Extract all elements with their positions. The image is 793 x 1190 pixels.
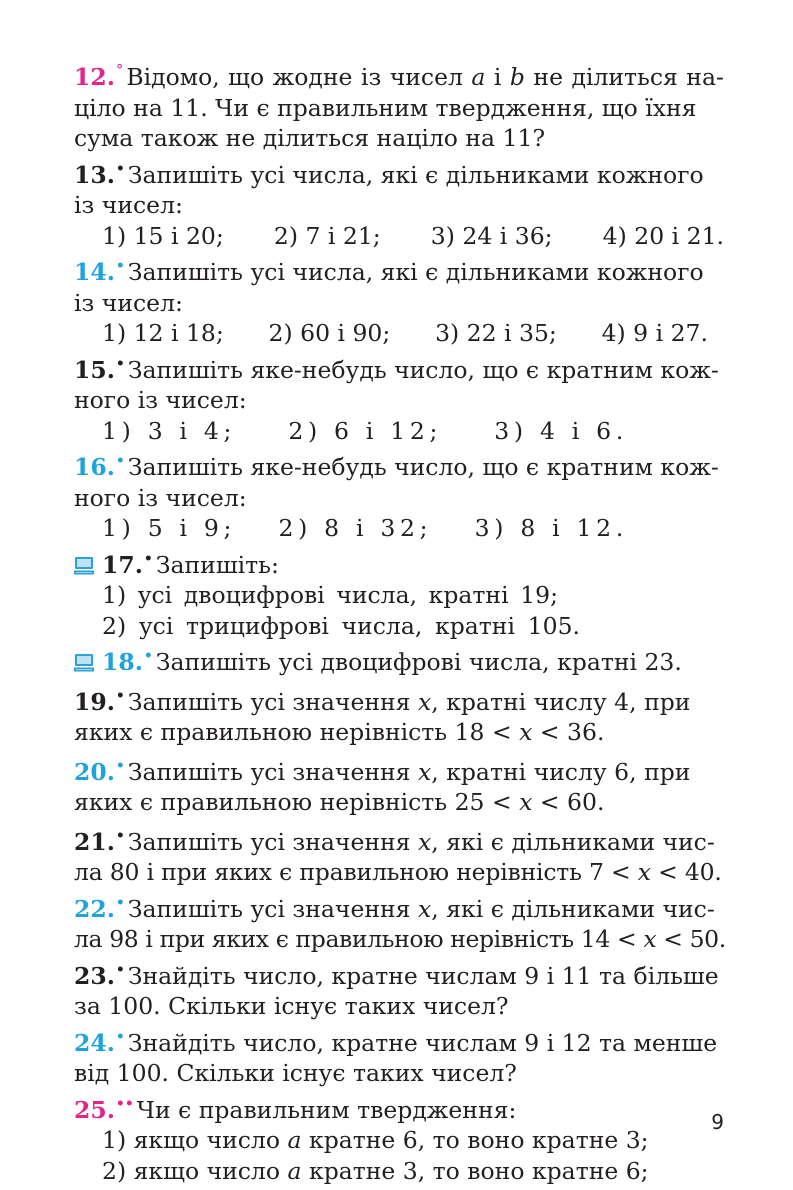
exercise-22: 22.• Запишіть усі значення x, які є дільниками чис- ла 98 і при яких є правильною нерівність 14 < x < 50. bbox=[74, 894, 726, 953]
option: 2) 8 і 32; bbox=[278, 514, 433, 542]
difficulty-mark: • bbox=[143, 550, 153, 567]
exercise-number: 18. bbox=[102, 648, 143, 676]
exercise-text-line: Запишіть яке-небудь число, що є кратним кож- bbox=[127, 355, 719, 384]
exercise-text-line: ного із чисел: bbox=[74, 483, 247, 512]
variable: b bbox=[509, 63, 525, 91]
subitem: 2) якщо число a кратне 3, то воно кратне 6; bbox=[102, 1156, 649, 1185]
exercise-number: 25. bbox=[74, 1095, 115, 1124]
exercise-13 bbox=[74, 154, 724, 252]
option: 3) 4 і 6. bbox=[494, 416, 628, 445]
option: 4) 9 і 27. bbox=[601, 319, 708, 347]
exercise-text-line: Запишіть: bbox=[155, 550, 279, 579]
exercise-text-line: із чисел: bbox=[74, 288, 183, 317]
page-number: 9 bbox=[711, 1110, 724, 1134]
difficulty-mark: • bbox=[115, 757, 125, 774]
answer-options bbox=[74, 318, 724, 349]
option: 4) 20 і 21. bbox=[602, 221, 724, 250]
option: 3) 8 і 12. bbox=[474, 514, 628, 542]
answer-options bbox=[74, 513, 724, 544]
option: 1) 12 і 18; bbox=[102, 319, 224, 347]
exercise-19: 19.• Запишіть усі значення x, кратні числу 4, при яких є правильною нерівність 18 < x < 36. bbox=[74, 687, 691, 746]
variable: x bbox=[418, 757, 432, 786]
computer-icon bbox=[74, 653, 94, 672]
variable: x bbox=[637, 858, 651, 886]
difficulty-mark: • bbox=[115, 258, 125, 274]
exercise-text-line: із чисел: bbox=[74, 191, 183, 219]
exercise-14 bbox=[74, 251, 724, 349]
exercise-first-line: 12.° Відомо, що жодне із чисел a і b не ділиться на- bbox=[74, 61, 724, 91]
exercise-number: 16. bbox=[74, 453, 115, 481]
exercise-text-line: Знайдіть число, кратне числам 9 і 11 та більше bbox=[127, 961, 719, 990]
variable: x bbox=[418, 687, 432, 716]
exercise-number: 15. bbox=[74, 355, 115, 384]
variable: a bbox=[471, 63, 486, 91]
option: 1) 15 і 20; bbox=[102, 221, 224, 250]
exercise-text-line: Запишіть усі числа, які є дільниками кожного bbox=[127, 258, 704, 286]
exercise-number: 22. bbox=[74, 894, 115, 923]
subitem: 1) якщо число a кратне 6, то воно кратне 3; bbox=[102, 1126, 649, 1154]
exercise-number: 24. bbox=[74, 1028, 115, 1057]
exercise-17 bbox=[74, 544, 724, 642]
difficulty-mark: •• bbox=[115, 1095, 134, 1112]
exercise-23 bbox=[74, 955, 724, 1022]
exercise-number: 12. bbox=[74, 63, 115, 91]
exercise-text-line: сума також не ділиться націло на 11? bbox=[74, 124, 546, 152]
exercise-text-line: Запишіть яке-небудь число, що є кратним кож- bbox=[127, 453, 719, 481]
exercise-text-line: Запишіть усі числа, які є дільниками кожного bbox=[127, 160, 704, 189]
exercise-list bbox=[74, 55, 724, 1186]
variable: x bbox=[519, 718, 533, 746]
computer-icon bbox=[74, 556, 94, 575]
option: 2) 7 і 21; bbox=[273, 221, 381, 250]
variable: x bbox=[418, 827, 432, 856]
difficulty-mark: • bbox=[143, 648, 153, 664]
variable: a bbox=[287, 1156, 302, 1185]
exercise-number: 20. bbox=[74, 757, 115, 786]
exercise-15 bbox=[74, 349, 724, 447]
variable: x bbox=[418, 894, 432, 923]
variable: x bbox=[643, 925, 657, 953]
exercise-number: 19. bbox=[74, 687, 115, 716]
exercise-text-line: Запишіть усі двоцифрові числа, кратні 23. bbox=[155, 648, 682, 676]
variable: x bbox=[519, 788, 533, 816]
option: 1) 3 і 4; bbox=[102, 416, 237, 445]
difficulty-mark: • bbox=[115, 827, 125, 844]
difficulty-mark: • bbox=[115, 961, 125, 978]
option: 1) 5 і 9; bbox=[102, 514, 237, 542]
exercise-number: 21. bbox=[74, 827, 115, 856]
option: 3) 24 і 36; bbox=[430, 221, 553, 250]
exercise-number: 23. bbox=[74, 961, 115, 990]
exercise-number: 17. bbox=[102, 550, 143, 579]
exercise-number: 14. bbox=[74, 258, 115, 286]
option: 2) 6 і 12; bbox=[288, 416, 443, 445]
exercise-text-line: ного із чисел: bbox=[74, 386, 247, 414]
option: 2) 60 і 90; bbox=[268, 319, 391, 347]
answer-options bbox=[74, 221, 724, 252]
exercise-text-line: від 100. Скільки існує таких чисел? bbox=[74, 1059, 517, 1087]
exercise-20: 20.• Запишіть усі значення x, кратні числу 6, при яких є правильною нерівність 25 < x < 60. bbox=[74, 757, 691, 816]
answer-options bbox=[74, 416, 724, 447]
difficulty-mark: • bbox=[115, 894, 125, 911]
exercise-text-line: за 100. Скільки існує таких чисел? bbox=[74, 992, 509, 1020]
difficulty-mark: • bbox=[115, 1028, 125, 1045]
exercise-25 bbox=[74, 1089, 724, 1187]
exercise-18 bbox=[74, 641, 724, 678]
variable: a bbox=[287, 1126, 302, 1154]
option: 3) 22 і 35; bbox=[435, 319, 557, 347]
exercise-text-line: ціло на 11. Чи є правильним твердження, що їхня bbox=[74, 93, 697, 122]
difficulty-mark: ° bbox=[115, 61, 124, 79]
exercise-21: 21.• Запишіть усі значення x, які є дільниками чис- ла 80 і при яких є правильною нерівність 7 < x < 40. bbox=[74, 827, 722, 886]
exercise-12 bbox=[74, 55, 724, 154]
difficulty-mark: • bbox=[115, 453, 125, 469]
exercise-24 bbox=[74, 1022, 724, 1089]
difficulty-mark: • bbox=[115, 160, 125, 177]
exercise-number: 13. bbox=[74, 160, 115, 189]
subitem: 2) усі трицифрові числа, кратні 105. bbox=[102, 611, 580, 640]
difficulty-mark: • bbox=[115, 687, 125, 704]
exercise-16 bbox=[74, 446, 724, 544]
exercise-text-line: Чи є правильним твердження: bbox=[136, 1095, 517, 1124]
subitem: 1) усі двоцифрові числа, кратні 19; bbox=[102, 581, 558, 609]
difficulty-mark: • bbox=[115, 355, 125, 372]
exercise-text-line: Знайдіть число, кратне числам 9 і 12 та менше bbox=[127, 1028, 718, 1057]
